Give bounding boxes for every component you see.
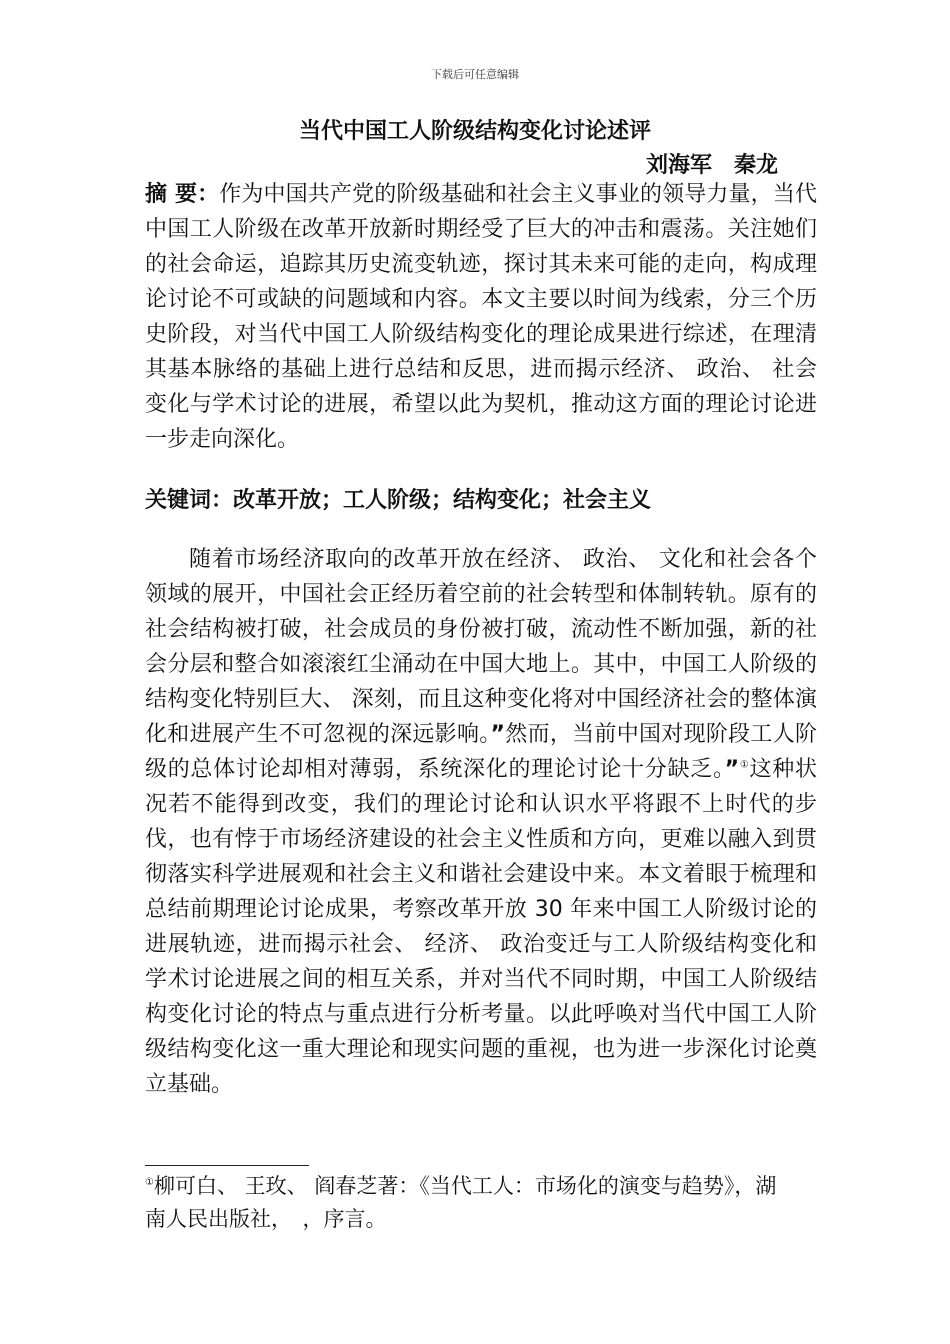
body-text-part-1: 随着市场经济取向的改革开放在经济、 政治、 文化和社会各个领域的展开，中国社会正经历着空前的社会转型和体制转轨。原有的社会结构被打破，社会成员的身份被打破，流动性不断加强，新的社会分层和整合如滚滚红尘涌动在中国大地上。其中，中国工人阶级的结构变化特别巨大、 深刻，而且这种变化将对中国经济社会的整体演化和进展产生不可忽视的深远影响。 <box>145 547 817 747</box>
footnote-text: 柳可白、 王玫、 阎春芝著：《当代工人：市场化的演变与趋势》，湖南人民出版社， ，序言。 <box>145 1174 777 1231</box>
authors: 刘海军 秦龙 <box>645 153 778 178</box>
closing-quote-2: ” <box>724 757 740 782</box>
footnote-mark: ① <box>145 1177 154 1188</box>
header-note: 下载后可任意编辑 <box>431 68 519 81</box>
footnote-reference[interactable]: ① <box>739 759 750 771</box>
footnote-divider <box>145 1165 309 1166</box>
body-paragraph <box>145 542 817 1102</box>
abstract-label: 摘 要： <box>145 182 220 207</box>
footnote <box>145 1170 785 1236</box>
abstract-text: 作为中国共产党的阶级基础和社会主义事业的领导力量，当代中国工人阶级在改革开放新时期经受了巨大的冲击和震荡。关注她们的社会命运，追踪其历史流变轨迹，探讨其未来可能的走向，构成理论讨论不可或缺的问题域和内容。本文主要以时间为线索，分三个历史阶段，对当代中国工人阶级结构变化的理论成果进行综述，在理清其基本脉络的基础上进行总结和反思，进而揭示经济、 政治、 社会变化与学术讨论的进展，希望以此为契机，推动这方面的理论讨论进一步走向深化。 <box>145 182 817 452</box>
abstract <box>145 177 817 457</box>
body-text-part-2: 然而，当前中国对现阶段工人阶级的总体讨论却相对薄弱，系统深化的理论讨论十分缺乏。 <box>145 722 817 782</box>
closing-quote-1: ” <box>490 722 506 747</box>
body-text-part-3: 这种状况若不能得到改变，我们的理论讨论和认识水平将跟不上时代的步伐，也有悖于市场经济建设的社会主义性质和方向，更难以融入到贯彻落实科学进展观和社会主义和谐社会建设中来。本文着眼于梳理和总结前期理论讨论成果，考察改革开放 30 年来中国工人阶级讨论的进展轨迹，进而揭示社会、 经济、 政治变迁与工人阶级结构变化和学术讨论进展之间的相互关系，并对当代不同时期，中国工人阶级结构变化讨论的特点与重点进行分析考量。以此呼唤对当代中国工人阶级结构变化这一重大理论和现实问题的重视，也为进一步深化讨论奠立基础。 <box>145 757 817 1097</box>
keywords: 关键词：改革开放；工人阶级；结构变化；社会主义 <box>145 488 652 513</box>
document-title: 当代中国工人阶级结构变化讨论述评 <box>298 119 651 144</box>
